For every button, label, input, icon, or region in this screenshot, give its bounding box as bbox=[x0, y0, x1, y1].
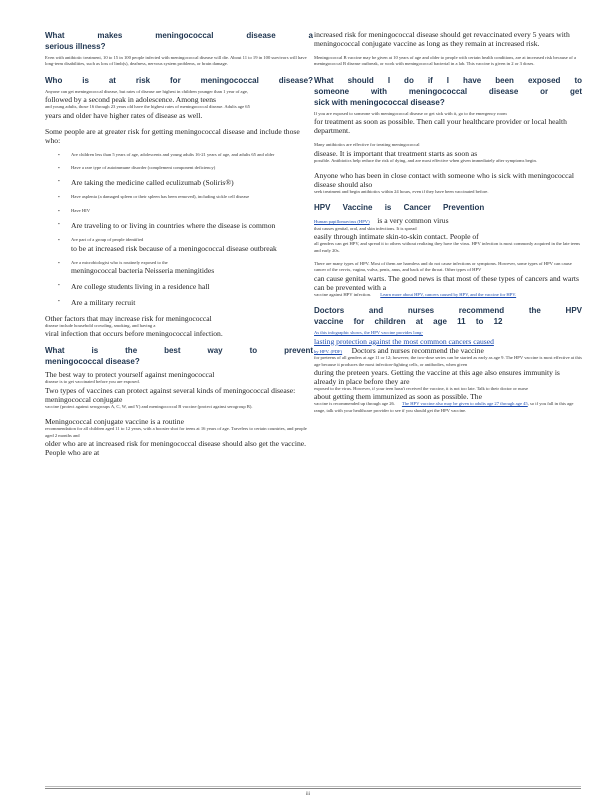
hpv-intro: Human papillomavirus (HPV) is a very common virus that causes genital, oral, and skin infections. It is spread easily through intimate skin-to-skin contact. People of all genders can get HPV, and spread it to others without realizing they have the virus. HPV infection is most commonly acquired in the late teens and early 20s. bbox=[314, 216, 581, 253]
list-item: ▪ Are college students living in a residence hall bbox=[58, 282, 210, 292]
infographic-link-cont[interactable]: lasting protection against the most common cancers caused bbox=[314, 336, 494, 346]
right-column bbox=[314, 30, 582, 421]
list-item: ▪ Are children less than 5 years of age, adolescents and young adults 16-21 years of age, and adults 65 and older bbox=[58, 151, 275, 157]
list-item: ▪ Are taking the medicine called eculizumab (Soliris®) bbox=[58, 178, 234, 188]
hpv-link[interactable]: Human papillomavirus (HPV) bbox=[314, 219, 370, 225]
list-item: ▪ Are a microbiologist who is routinely exposed to the meningococcal bacteria Neisseria meningitides bbox=[58, 259, 215, 276]
section-heading-risk: Who is at risk for meningococcal disease? bbox=[45, 75, 313, 85]
left-column bbox=[45, 30, 313, 464]
hpv-types: There are many types of HPV. Most of them are harmless and do not cause infections or symptoms. However, some types of HPV can cause cancer of the cervix, vagina, vulva, penis, anus, and back of the throat. Other types of HPV can cause genital warts. The good news is that most of these types of cancers and warts can be prevented with a vaccine against HPV infection. Learn more about HPV, cancers caused by HPV, and the vaccine for HPV. bbox=[314, 261, 579, 297]
risk-groups-intro: Some people are at greater risk for getting meningococcal disease and include those who: bbox=[45, 126, 300, 145]
section-heading-exposed: What should I do if I have been exposed to someone with meningococcal disease or get sick with meningococcal disease? bbox=[314, 75, 582, 107]
other-factors: Other factors that may increase risk for meningococcal disease include household crowding, smoking, and having a viral infection that occurs before meningococcal infection. bbox=[45, 314, 223, 339]
infographic-pdf-link[interactable]: by HPV. (PDF) bbox=[314, 348, 343, 354]
footer-divider bbox=[45, 788, 581, 789]
exposed-text: If you are exposed to someone with meningococcal disease or get sick with it, go to the emergency room for treatment as soon as possible. Then call your healthcare provider or local health department. bbox=[314, 110, 567, 136]
revaccinate-text: increased risk for meningococcal disease should get revaccinated every 5 years with meningococcal conjugate vaccine as long as they remain at increased risk. bbox=[314, 30, 570, 48]
learn-more-hpv-link[interactable]: Learn more about HPV, cancers caused by HPV, and the vaccine for HPV. bbox=[380, 291, 517, 297]
prevent-text: The best way to protect yourself against meningococcal disease is to get vaccinated before you are exposed. Two types of vaccines can protect against several kinds of meningococcal disease: meningococcal conjugate vaccine (protect against serogroups A, C, W, and Y) and meningococcal B vaccine (protect against serogroup B). bbox=[45, 370, 296, 409]
section-heading-serious: What makes meningococcal disease a serious illness? bbox=[45, 31, 313, 51]
list-item: ▪ Are traveling to or living in countries where the disease is common bbox=[58, 221, 276, 231]
serious-text: Even with antibiotic treatment, 10 to 15 in 100 people infected with meningococcal disease will die. About 11 to 19 in 100 survivors will have long-term disabilities, such as loss of limb(s), deafness, nervous system problems, or brain damage. bbox=[45, 55, 307, 67]
adult-hpv-link[interactable]: The HPV vaccine also may be given to adults age 27 through age 45 bbox=[401, 401, 528, 407]
mening-b-text: Meningococcal B vaccine may be given at 10 years of age and older to people with certain health conditions, are at increased risk because of a meningococcal B disease outbreak, or work with meningococcal bacterial in a lab. This vaccine is given in 2 or 3 doses. bbox=[314, 55, 576, 67]
footer-divider-upper bbox=[45, 786, 581, 787]
risk-bullet-list bbox=[45, 152, 313, 307]
section-heading-hpv: HPV Vaccine is Cancer Prevention bbox=[314, 203, 485, 213]
close-contact-text: Anyone who has been in close contact with someone who is sick with meningococcal disease should also seek treatment and begin antibiotics within 24 hours, even if they have been vaccinated before. bbox=[314, 171, 575, 195]
antibiotics-text: Many antibiotics are effective for treating meningococcal disease. It is important that treatment starts as soon as possible. Antibiotics help reduce the risk of dying, and are most effective when given immediately after symptoms begin. bbox=[314, 142, 537, 163]
list-item: ▪ Have a rare type of autoimmune disorder (complement component deficiency) bbox=[58, 165, 216, 171]
list-item: ▪ Have HIV bbox=[58, 207, 91, 213]
section-heading-doctors: Doctors and nurses recommend the HPV vaccine for children at age 11 to 12 bbox=[314, 306, 582, 327]
conjugate-text: Meningococcal conjugate vaccine is a routine recommendation for all children aged 11 to 12 years, with a booster shot for teens at 16 years of age. Travelers to certain countries, and people aged 2 months and older who are at increased risk for meningococcal disease should also get the vaccine. People who are at bbox=[45, 417, 307, 458]
page-number: iii bbox=[305, 792, 311, 797]
doctors-text: As this infographic shows, the HPV vaccine provides long- lasting protection against the most common cancers caused by HPV. (PDF) Doctors and nurses recommend the vaccine for preteens of all genders at age 11 or 12; however, the two-dose series can be started as early as age 9. The HPV vaccine is most effective at this age because it produces the most infection-fighting cells, or antibodies, when given during the preteen years. Getting the vaccine at this age also ensures immunity is already in place before they are exposed to the virus. However, if your teen hasn't received the vaccine, it is not too late. Talk to their doctor or nurse about getting them immunized as soon as possible. The vaccine is recommended up through age 26. The HPV vaccine also may be given to adults age 27 through age 45, so if you fall in this age range, talk with your healthcare provider to see if you should get the HPV vaccine. bbox=[314, 330, 582, 413]
infographic-link[interactable]: As this infographic shows, the HPV vaccine provides long- bbox=[314, 330, 424, 336]
list-item: ▪ Have asplenia (a damaged spleen or their spleen has been removed), including sickle cell disease bbox=[58, 194, 250, 200]
section-heading-prevent: What is the best way to prevent meningococcal disease? bbox=[45, 346, 313, 367]
list-item: ▪ Are a military recruit bbox=[58, 298, 136, 308]
list-item: ▪ Are part of a group of people identified to be at increased risk because of a meningococcal disease outbreak bbox=[58, 237, 277, 253]
risk-intro: Anyone can get meningococcal disease, but rates of disease are highest in children younger than 1 year of age, followed by a second peak in adolescence. Among teens and young adults, those 16 through 23 years old have the highest rates of meningococcal disease. Adults age 65 years and older have higher rates of disease as well. bbox=[45, 88, 250, 120]
